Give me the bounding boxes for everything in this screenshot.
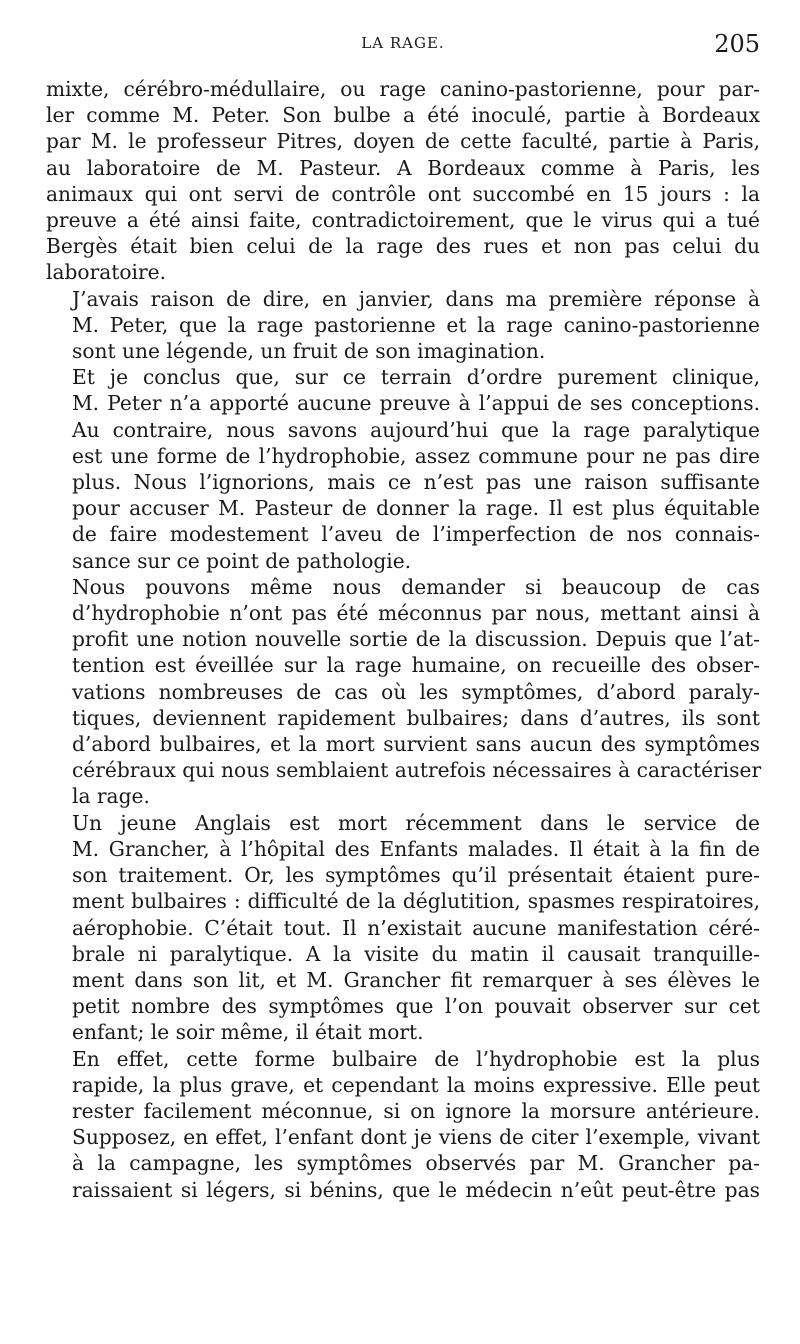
text-line: Et je conclus que, sur ce terrain d’ordre purement clinique, — [72, 365, 760, 390]
text-line: sance sur ce point de pathologie. — [72, 548, 412, 573]
text-line: d’abord bulbaires, et la mort survient sans aucun des symptômes — [72, 732, 760, 757]
text-line: preuve a été ainsi faite, contradictoirement, que le virus qui a tué — [46, 208, 760, 233]
text-line: enfant; le soir même, il était mort. — [72, 1020, 424, 1045]
paragraph — [46, 574, 760, 810]
text-line: est une forme de l’hydrophobie, assez commune pour ne pas dire — [72, 443, 760, 468]
text-line: sont une légende, un fruit de son imagination. — [72, 339, 546, 364]
text-line: son traitement. Or, les symptômes qu’il présentait étaient pure- — [72, 863, 760, 888]
text-line: ler comme M. Peter. Son bulbe a été inoculé, partie à Bordeaux — [46, 103, 760, 128]
text-line: ment bulbaires : difficulté de la déglutition, spasmes respiratoires, — [72, 889, 760, 914]
paragraph — [46, 810, 760, 1046]
text-line: En effet, cette forme bulbaire de l’hydrophobie est la plus — [72, 1046, 760, 1071]
text-line: rester facilement méconnue, si on ignore la morsure antérieure. — [72, 1098, 760, 1123]
body-text — [46, 76, 760, 1203]
text-line: au laboratoire de M. Pasteur. A Bordeaux comme à Paris, les — [46, 155, 760, 180]
text-line: la rage. — [72, 784, 150, 809]
text-line: Supposez, en effet, l’enfant dont je viens de citer l’exemple, vivant — [72, 1125, 760, 1150]
text-line: par M. le professeur Pitres, doyen de cette faculté, partie à Paris, — [46, 129, 760, 154]
text-line: J’avais raison de dire, en janvier, dans ma première réponse à — [72, 286, 760, 311]
text-line: ment dans son lit, et M. Grancher fit remarquer à ses élèves le — [72, 967, 760, 992]
text-line: laboratoire. — [46, 260, 166, 285]
paragraph — [46, 364, 760, 574]
text-line: d’hydrophobie n’ont pas été méconnus par nous, mettant ainsi à — [72, 601, 760, 626]
paragraph — [46, 1046, 760, 1203]
text-line: mixte, cérébro-médullaire, ou rage canino-pastorienne, pour par- — [46, 77, 760, 101]
text-line: Un jeune Anglais est mort récemment dans le service de — [72, 810, 760, 835]
text-line: petit nombre des symptômes que l’on pouvait observer sur cet — [72, 994, 760, 1019]
text-line: Bergès était bien celui de la rage des rues et non pas celui du — [46, 234, 760, 259]
text-line: vations nombreuses de cas où les symptômes, d’abord paraly- — [72, 679, 760, 704]
paragraph — [46, 286, 760, 365]
text-line: brale ni paralytique. A la visite du matin il causait tranquille- — [72, 941, 760, 966]
page-header — [46, 30, 760, 64]
text-line: raissaient si légers, si bénins, que le médecin n’eût peut-être pas — [72, 1177, 760, 1202]
text-line: M. Grancher, à l’hôpital des Enfants malades. Il était à la fin de — [72, 836, 760, 861]
text-line: à la campagne, les symptômes observés par M. Grancher pa- — [72, 1151, 760, 1176]
text-line: profit une notion nouvelle sortie de la discussion. Depuis que l’at- — [72, 627, 760, 652]
text-line: pour accuser M. Pasteur de donner la rage. Il est plus équitable — [72, 496, 760, 521]
text-line: Au contraire, nous savons aujourd’hui que la rage paralytique — [72, 417, 760, 442]
text-line: animaux qui ont servi de contrôle ont succombé en 15 jours : la — [46, 181, 760, 206]
page-number: 205 — [714, 30, 760, 58]
text-line: tention est éveillée sur la rage humaine, on recueille des obser- — [72, 653, 760, 678]
text-line: aérophobie. C’était tout. Il n’existait aucune manifestation céré- — [72, 915, 760, 940]
text-line: rapide, la plus grave, et cependant la moins expressive. Elle peut — [72, 1072, 760, 1097]
text-line: de faire modestement l’aveu de l’imperfection de nos connais- — [72, 522, 760, 547]
text-line: Nous pouvons même nous demander si beaucoup de cas — [72, 574, 760, 599]
text-line: plus. Nous l’ignorions, mais ce n’est pas une raison suffisante — [72, 470, 760, 495]
text-line: cérébraux qui nous semblaient autrefois nécessaires à caractériser — [72, 758, 762, 783]
text-line: tiques, deviennent rapidement bulbaires; dans d’autres, ils sont — [72, 705, 760, 730]
running-head: LA RAGE. — [361, 34, 445, 52]
paragraph — [46, 76, 760, 286]
text-line: M. Peter n’a apporté aucune preuve à l’appui de ses conceptions. — [72, 391, 760, 416]
text-line: M. Peter, que la rage pastorienne et la rage canino-pastorienne — [72, 312, 760, 337]
